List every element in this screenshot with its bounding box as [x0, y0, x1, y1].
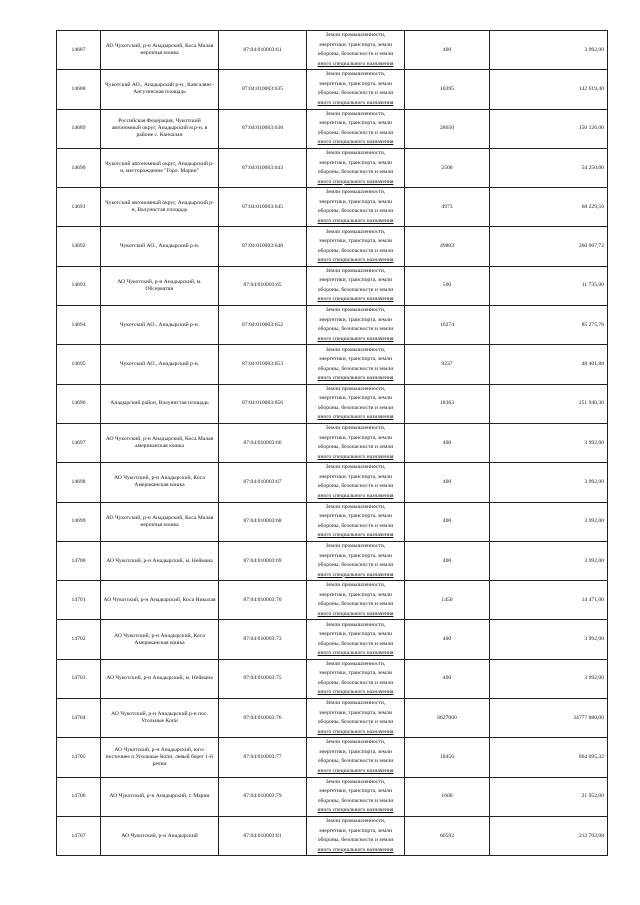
- row-number-cell: 14702: [57, 620, 101, 659]
- land-category-cell: [307, 777, 405, 816]
- land-category-line: энергетики, транспорта, земли: [319, 80, 392, 87]
- area-cell: 60592: [405, 816, 490, 855]
- land-category-line: иного специального назначения: [317, 296, 394, 303]
- cadastral-number-cell: 87:04:010003:75: [219, 659, 307, 698]
- cadastral-number-cell: 87:04:010003:635: [219, 70, 307, 109]
- area-cell: 10395: [405, 70, 490, 109]
- land-category-line: Земли промышленности,: [325, 71, 386, 78]
- land-category-line: иного специального назначения: [317, 689, 394, 696]
- land-category-line: Земли промышленности,: [325, 582, 386, 589]
- table-row: [57, 502, 608, 541]
- land-category-line: обороны, безопасности и земли: [317, 326, 394, 333]
- address-cell: Чукотский АО., Анадырский р-н.: [101, 227, 219, 266]
- land-category-line: энергетики, транспорта, земли: [319, 395, 392, 402]
- land-category-line: Земли промышленности,: [325, 189, 386, 196]
- land-registry-table: [56, 30, 608, 856]
- table-row: [57, 384, 608, 423]
- row-number-cell: 14692: [57, 227, 101, 266]
- cadastral-value-cell: 21 952,00: [490, 777, 608, 816]
- table-row: [57, 777, 608, 816]
- address-cell: АО Чукотский, р-н Анадырский, м. Неймана: [101, 541, 219, 580]
- land-category-line: иного специального назначения: [317, 650, 394, 657]
- area-cell: 400: [405, 423, 490, 462]
- row-number-cell: 14699: [57, 502, 101, 541]
- land-category-cell: [307, 384, 405, 423]
- cadastral-value-cell: 48 401,88: [490, 345, 608, 384]
- cadastral-value-cell: 14 471,00: [490, 581, 608, 620]
- land-category-line: обороны, безопасности и земли: [317, 522, 394, 529]
- land-category-line: энергетики, транспорта, земли: [319, 670, 392, 677]
- land-category-line: иного специального назначения: [317, 767, 394, 774]
- cadastral-number-cell: 87:04:010003:65: [219, 266, 307, 305]
- land-category-line: иного специального назначения: [317, 178, 394, 185]
- land-category-line: обороны, безопасности и земли: [317, 444, 394, 451]
- table-body: [57, 31, 608, 856]
- cadastral-value-cell: 150 126,00: [490, 109, 608, 148]
- land-category-line: Земли промышленности,: [325, 464, 386, 471]
- land-category-line: Земли промышленности,: [325, 346, 386, 353]
- land-category-cell: [307, 738, 405, 777]
- area-cell: 400: [405, 463, 490, 502]
- address-cell: АО Чукотский, р-н Анадырский, юго-восточнее п.Угольные Копи, левый берег 1-й речки: [101, 738, 219, 777]
- land-category-line: энергетики, транспорта, земли: [319, 709, 392, 716]
- area-cell: 28650: [405, 109, 490, 148]
- land-category-line: иного специального назначения: [317, 571, 394, 578]
- row-number-cell: 14705: [57, 738, 101, 777]
- table-row: [57, 738, 608, 777]
- table-row: [57, 463, 608, 502]
- land-category-cell: [307, 659, 405, 698]
- land-category-line: энергетики, транспорта, земли: [319, 827, 392, 834]
- cadastral-number-cell: 87:04:010003:656: [219, 384, 307, 423]
- table-row: [57, 31, 608, 70]
- cadastral-value-cell: 3 992,00: [490, 541, 608, 580]
- land-category-cell: [307, 306, 405, 345]
- cadastral-number-cell: 87:04:010003:70: [219, 581, 307, 620]
- cadastral-value-cell: 3 992,00: [490, 502, 608, 541]
- cadastral-value-cell: 3 992,00: [490, 620, 608, 659]
- land-category-line: энергетики, транспорта, земли: [319, 41, 392, 48]
- area-cell: 500: [405, 266, 490, 305]
- cadastral-value-cell: 68 229,56: [490, 188, 608, 227]
- cadastral-number-cell: 87:04:010003:68: [219, 502, 307, 541]
- land-category-line: иного специального назначения: [317, 807, 394, 814]
- land-category-line: энергетики, транспорта, земли: [319, 120, 392, 127]
- land-category-line: иного специального назначения: [317, 139, 394, 146]
- area-cell: 400: [405, 659, 490, 698]
- row-number-cell: 14690: [57, 148, 101, 187]
- row-number-cell: 14701: [57, 581, 101, 620]
- land-category-line: Земли промышленности,: [325, 700, 386, 707]
- land-category-line: энергетики, транспорта, земли: [319, 473, 392, 480]
- land-category-line: обороны, безопасности и земли: [317, 169, 394, 176]
- address-cell: АО Чукотский, р-н Анадырский, Коса Американская кошка: [101, 620, 219, 659]
- land-category-line: Земли промышленности,: [325, 425, 386, 432]
- cadastral-value-cell: 251 940,36: [490, 384, 608, 423]
- land-category-line: обороны, безопасности и земли: [317, 758, 394, 765]
- land-category-cell: [307, 266, 405, 305]
- area-cell: 2500: [405, 148, 490, 187]
- land-category-line: обороны, безопасности и земли: [317, 837, 394, 844]
- land-category-line: обороны, безопасности и земли: [317, 365, 394, 372]
- cadastral-value-cell: 142 619,40: [490, 70, 608, 109]
- table-row: [57, 699, 608, 738]
- land-category-cell: [307, 148, 405, 187]
- area-cell: 16274: [405, 306, 490, 345]
- land-category-line: энергетики, транспорта, земли: [319, 513, 392, 520]
- land-category-cell: [307, 70, 405, 109]
- address-cell: АО Чукотский, р-н Анадырский, Коса Малая нерпичья кошка: [101, 502, 219, 541]
- land-category-cell: [307, 541, 405, 580]
- land-category-line: обороны, безопасности и земли: [317, 90, 394, 97]
- area-cell: 400: [405, 541, 490, 580]
- address-cell: АО Чукотский, р-н Анадырский, г. Марии: [101, 777, 219, 816]
- table-row: [57, 148, 608, 187]
- land-category-line: Земли промышленности,: [325, 307, 386, 314]
- area-cell: 49803: [405, 227, 490, 266]
- cadastral-number-cell: 87:04:010003:67: [219, 463, 307, 502]
- land-category-line: обороны, безопасности и земли: [317, 286, 394, 293]
- table-row: [57, 188, 608, 227]
- land-category-line: Земли промышленности,: [325, 739, 386, 746]
- land-category-cell: [307, 345, 405, 384]
- row-number-cell: 14700: [57, 541, 101, 580]
- area-cell: 400: [405, 502, 490, 541]
- table-row: [57, 227, 608, 266]
- address-cell: АО Чукотский, р-н Анадырский, м. Неймана: [101, 659, 219, 698]
- area-cell: 6627000: [405, 699, 490, 738]
- land-category-line: энергетики, транспорта, земли: [319, 631, 392, 638]
- land-category-cell: [307, 423, 405, 462]
- land-category-line: обороны, безопасности и земли: [317, 601, 394, 608]
- cadastral-number-cell: 87:04:010003:61: [219, 31, 307, 70]
- land-category-cell: [307, 620, 405, 659]
- land-category-cell: [307, 188, 405, 227]
- cadastral-number-cell: 87:04:010003:76: [219, 699, 307, 738]
- area-cell: 1600: [405, 777, 490, 816]
- cadastral-value-cell: 260 967,72: [490, 227, 608, 266]
- land-category-line: иного специального назначения: [317, 610, 394, 617]
- table-row: [57, 109, 608, 148]
- area-cell: 4973: [405, 188, 490, 227]
- land-category-line: Земли промышленности,: [325, 385, 386, 392]
- land-category-line: Земли промышленности,: [325, 110, 386, 117]
- land-category-line: обороны, безопасности и земли: [317, 719, 394, 726]
- land-category-cell: [307, 109, 405, 148]
- land-category-line: Земли промышленности,: [325, 228, 386, 235]
- land-category-line: обороны, безопасности и земли: [317, 640, 394, 647]
- cadastral-value-cell: 3 992,00: [490, 659, 608, 698]
- land-registry-sheet: [56, 30, 607, 856]
- table-row: [57, 345, 608, 384]
- land-category-line: обороны, безопасности и земли: [317, 483, 394, 490]
- cadastral-number-cell: 87:04:010003:77: [219, 738, 307, 777]
- land-category-line: обороны, безопасности и земли: [317, 404, 394, 411]
- land-category-line: обороны, безопасности и земли: [317, 51, 394, 58]
- table-row: [57, 581, 608, 620]
- land-category-line: Земли промышленности,: [325, 660, 386, 667]
- land-category-line: обороны, безопасности и земли: [317, 247, 394, 254]
- address-cell: Чукотский автономный округ, Анадырский р-н, месторождение "Горл. Марии": [101, 148, 219, 187]
- land-category-line: обороны, безопасности и земли: [317, 129, 394, 136]
- cadastral-value-cell: 3 992,00: [490, 31, 608, 70]
- land-category-line: энергетики, транспорта, земли: [319, 591, 392, 598]
- land-category-line: энергетики, транспорта, земли: [319, 277, 392, 284]
- address-cell: Чукотский АО., Анадырский р-н.: [101, 345, 219, 384]
- cadastral-number-cell: 87:04:010003:73: [219, 620, 307, 659]
- row-number-cell: 14687: [57, 31, 101, 70]
- row-number-cell: 14707: [57, 816, 101, 855]
- land-category-line: энергетики, транспорта, земли: [319, 356, 392, 363]
- land-category-line: энергетики, транспорта, земли: [319, 159, 392, 166]
- row-number-cell: 14689: [57, 109, 101, 148]
- land-category-cell: [307, 463, 405, 502]
- area-cell: 9237: [405, 345, 490, 384]
- address-cell: Чукотский АО., Анадырский р-н.: [101, 306, 219, 345]
- cadastral-number-cell: 87:04:010003:81: [219, 816, 307, 855]
- table-row: [57, 620, 608, 659]
- land-category-line: иного специального назначения: [317, 414, 394, 421]
- land-category-line: иного специального назначения: [317, 375, 394, 382]
- land-category-line: иного специального назначения: [317, 335, 394, 342]
- area-cell: 400: [405, 620, 490, 659]
- table-row: [57, 659, 608, 698]
- cadastral-number-cell: 87:04:010003:66: [219, 423, 307, 462]
- land-category-line: Земли промышленности,: [325, 150, 386, 157]
- land-category-line: иного специального назначения: [317, 99, 394, 106]
- land-category-line: энергетики, транспорта, земли: [319, 316, 392, 323]
- cadastral-value-cell: 85 275,76: [490, 306, 608, 345]
- land-category-line: энергетики, транспорта, земли: [319, 552, 392, 559]
- cadastral-value-cell: 3 992,00: [490, 463, 608, 502]
- address-cell: Российская Федерация, Чукотский автономный округ, Анадырский м.р-н, в районе с. Канчалан: [101, 109, 219, 148]
- address-cell: АО Чукотский, р-н Анадырский, Коса Американская кошка: [101, 463, 219, 502]
- cadastral-number-cell: 87:04:010003:653: [219, 345, 307, 384]
- row-number-cell: 14704: [57, 699, 101, 738]
- land-category-cell: [307, 502, 405, 541]
- area-cell: 18363: [405, 384, 490, 423]
- cadastral-value-cell: 212 702,08: [490, 816, 608, 855]
- land-category-cell: [307, 581, 405, 620]
- table-row: [57, 306, 608, 345]
- address-cell: АО Чукотский, р-н Анадырский, Коса Малая нерпичья кошка: [101, 31, 219, 70]
- cadastral-number-cell: 87:04:010003:645: [219, 188, 307, 227]
- row-number-cell: 14694: [57, 306, 101, 345]
- cadastral-number-cell: 87:04:010003:79: [219, 777, 307, 816]
- land-category-line: энергетики, транспорта, земли: [319, 748, 392, 755]
- row-number-cell: 14691: [57, 188, 101, 227]
- address-cell: АО Чукотский, р-н Анадырский, Коса Малая американская кошка: [101, 423, 219, 462]
- cadastral-value-cell: 54 250,00: [490, 148, 608, 187]
- address-cell: АО Чукотский, р-н Анадырский, Коса Николая: [101, 581, 219, 620]
- address-cell: АО Чукотский, р-н Анадырский, м. Обсерватии: [101, 266, 219, 305]
- row-number-cell: 14688: [57, 70, 101, 109]
- cadastral-value-cell: 11 735,00: [490, 266, 608, 305]
- table-row: [57, 816, 608, 855]
- land-category-line: иного специального назначения: [317, 532, 394, 539]
- row-number-cell: 14695: [57, 345, 101, 384]
- land-category-cell: [307, 227, 405, 266]
- row-number-cell: 14696: [57, 384, 101, 423]
- table-row: [57, 70, 608, 109]
- cadastral-value-cell: 864 095,32: [490, 738, 608, 777]
- land-category-cell: [307, 699, 405, 738]
- land-category-line: иного специального назначения: [317, 217, 394, 224]
- land-category-line: обороны, безопасности и земли: [317, 797, 394, 804]
- row-number-cell: 14697: [57, 423, 101, 462]
- land-category-line: иного специального назначения: [317, 60, 394, 67]
- table-row: [57, 423, 608, 462]
- address-cell: Анадырский район, Валунистая площадь: [101, 384, 219, 423]
- address-cell: Чукотский АО., Анадырский р-н., Кангалянс-Ангузинская площадь: [101, 70, 219, 109]
- table-row: [57, 266, 608, 305]
- row-number-cell: 14706: [57, 777, 101, 816]
- land-category-line: иного специального назначения: [317, 728, 394, 735]
- cadastral-value-cell: 3 992,00: [490, 423, 608, 462]
- row-number-cell: 14693: [57, 266, 101, 305]
- land-category-line: иного специального назначения: [317, 492, 394, 499]
- land-category-line: энергетики, транспорта, земли: [319, 238, 392, 245]
- cadastral-value-cell: 34777 880,00: [490, 699, 608, 738]
- land-category-line: Земли промышленности,: [325, 621, 386, 628]
- land-category-line: иного специального назначения: [317, 257, 394, 264]
- cadastral-number-cell: 87:04:010003:69: [219, 541, 307, 580]
- cadastral-number-cell: 87:04:010003:638: [219, 109, 307, 148]
- table-row: [57, 541, 608, 580]
- area-cell: 1450: [405, 581, 490, 620]
- land-category-line: обороны, безопасности и земли: [317, 208, 394, 215]
- area-cell: 400: [405, 31, 490, 70]
- cadastral-number-cell: 87:04:010003:648: [219, 227, 307, 266]
- land-category-line: энергетики, транспорта, земли: [319, 788, 392, 795]
- land-category-line: иного специального назначения: [317, 846, 394, 853]
- land-category-line: Земли промышленности,: [325, 818, 386, 825]
- land-category-line: иного специального назначения: [317, 453, 394, 460]
- land-category-line: обороны, безопасности и земли: [317, 562, 394, 568]
- land-category-line: энергетики, транспорта, земли: [319, 434, 392, 441]
- address-cell: Чукотский автономный округ, Анадырский р-н, Валунистая площадь: [101, 188, 219, 227]
- land-category-line: Земли промышленности,: [325, 543, 386, 549]
- land-category-line: Земли промышленности,: [325, 32, 386, 39]
- land-category-line: Земли промышленности,: [325, 503, 386, 510]
- land-category-cell: [307, 816, 405, 855]
- land-category-line: Земли промышленности,: [325, 267, 386, 274]
- land-category-cell: [307, 31, 405, 70]
- land-category-line: обороны, безопасности и земли: [317, 679, 394, 686]
- address-cell: АО Чукотский, р-н Анадырский р-н пос. Угольные Копи: [101, 699, 219, 738]
- row-number-cell: 14703: [57, 659, 101, 698]
- land-category-line: Земли промышленности,: [325, 778, 386, 785]
- area-cell: 18456: [405, 738, 490, 777]
- cadastral-number-cell: 87:04:010003:643: [219, 148, 307, 187]
- row-number-cell: 14698: [57, 463, 101, 502]
- address-cell: АО Чукотский, р-н Анадырский: [101, 816, 219, 855]
- land-category-line: энергетики, транспорта, земли: [319, 198, 392, 205]
- cadastral-number-cell: 87:04:010003:652: [219, 306, 307, 345]
